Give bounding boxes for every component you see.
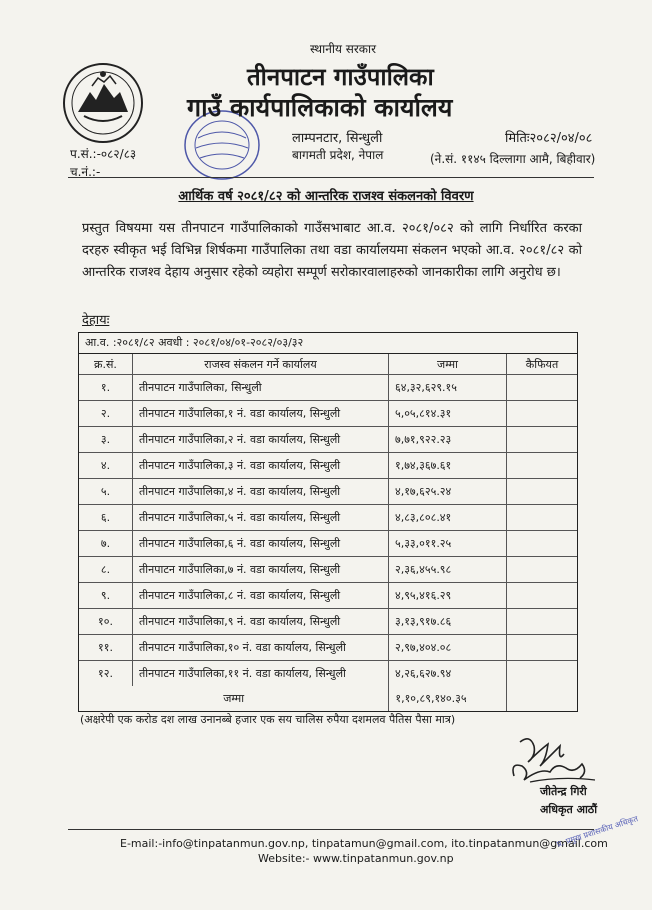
row-remarks [507,635,577,660]
row-serial: ३. [79,427,133,452]
table-row [79,609,577,635]
row-office: तीनपाटन गाउँपालिका,२ नं. वडा कार्यालय, सिन्धुली [133,427,389,452]
row-remarks [507,453,577,478]
row-amount: १,७४,३६७.६१ [389,453,507,478]
row-office: तीनपाटन गाउँपालिका,४ नं. वडा कार्यालय, सिन्धुली [133,479,389,504]
table-row [79,635,577,661]
table-row [79,375,577,401]
row-amount: ४,८३,८०८.४१ [389,505,507,530]
row-office: तीनपाटन गाउँपालिका,१ नं. वडा कार्यालय, सिन्धुली [133,401,389,426]
row-serial: १२. [79,661,133,686]
row-serial: ११. [79,635,133,660]
table-row [79,479,577,505]
footer-website: Website:- www.tinpatanmun.gov.np [258,852,454,865]
row-remarks [507,531,577,556]
row-serial: ७. [79,531,133,556]
row-remarks [507,401,577,426]
total-label: जम्मा [79,686,389,711]
signatory-role: अधिकृत आठौं [540,803,598,816]
amount-in-words: (अक्षरेपी एक करोड दश लाख उनानब्बे हजार एक सय चालिस रुपैया दशमलव पैतिस पैसा मात्र) [80,713,456,726]
letter-date: मितिः२०८२/०४/०८ [505,131,593,146]
table-row [79,401,577,427]
header-serial: क्र.सं. [79,354,133,374]
footer-divider [68,829,594,830]
signatory-name: जीतेन्द्र गिरी [540,785,587,798]
reference-number: प.सं.:-०८२/८३ [70,147,137,161]
row-serial: ४. [79,453,133,478]
dehay-label: देहायः [82,313,110,328]
row-serial: १. [79,375,133,400]
revenue-table [78,332,578,712]
row-remarks [507,661,577,686]
row-amount: ७,७१,९२२.२३ [389,427,507,452]
row-office: तीनपाटन गाउँपालिका,७ नं. वडा कार्यालय, सिन्धुली [133,557,389,582]
nepal-emblem-logo [62,62,144,144]
table-row [79,583,577,609]
row-serial: १०. [79,609,133,634]
row-office: तीनपाटन गाउँपालिका,११ नं. वडा कार्यालय, सिन्धुली [133,661,389,686]
header-divider [68,177,594,178]
row-remarks [507,583,577,608]
table-total-row [79,686,577,711]
row-remarks [507,427,577,452]
row-amount: ४,९५,४१६.२९ [389,583,507,608]
row-office: तीनपाटन गाउँपालिका,१० नं. वडा कार्यालय, सिन्धुली [133,635,389,660]
footer-email: E-mail:-info@tinpatanmun.gov.np, tinpatamun@gmail.com, ito.tinpatanmun@gmail.com [120,837,608,850]
table-header-row [79,354,577,375]
table-row [79,453,577,479]
row-serial: ९. [79,583,133,608]
office-name: गाउँ कार्यपालिकाको कार्यालय [187,93,453,122]
office-province: बागमती प्रदेश, नेपाल [292,148,384,162]
table-row [79,427,577,453]
header-office: राजस्व संकलन गर्ने कार्यालय [133,354,389,374]
row-amount: ६४,३२,६२९.१५ [389,375,507,400]
dispatch-number: च.नं.:- [70,165,101,179]
row-office: तीनपाटन गाउँपालिका,५ नं. वडा कार्यालय, सिन्धुली [133,505,389,530]
document-heading: आर्थिक वर्ष २०८१/८२ को आन्तरिक राजश्व संकलनको विवरण [178,189,474,204]
header-amount: जम्मा [389,354,507,374]
row-serial: ६. [79,505,133,530]
row-amount: ३,१३,९१७.८६ [389,609,507,634]
intro-paragraph: प्रस्तुत विषयमा यस तीनपाटन गाउँपालिकाको गाउँसभाबाट आ.व. २०८१/०८२ को लागि निर्धारित करका दरहरु स्वीकृत भई विभिन्न शिर्षकमा गाउँपालिका तथा वडा कार्यालयमा संकलन भएको आ.व. २०८१/८२ को आन्तरिक राजश्व देहाय अनुसार रहेको व्यहोरा सम्पूर्ण सरोकारवालाहरुको जानकारीका लागि अनुरोध छ। [82,221,582,280]
row-amount: ५,३३,०११.२५ [389,531,507,556]
row-amount: २,९७,४०४.०८ [389,635,507,660]
row-remarks [507,557,577,582]
row-office: तीनपाटन गाउँपालिका,६ नं. वडा कार्यालय, सिन्धुली [133,531,389,556]
office-address: लाम्पनटार, सिन्धुली [292,131,383,146]
row-office: तीनपाटन गाउँपालिका,८ नं. वडा कार्यालय, सिन्धुली [133,583,389,608]
municipality-name: तीनपाटन गाउँपालिका [247,63,434,91]
total-remarks-cell [507,686,577,711]
row-serial: २. [79,401,133,426]
row-remarks [507,375,577,400]
table-row [79,531,577,557]
row-office: तीनपाटन गाउँपालिका,३ नं. वडा कार्यालय, सिन्धुली [133,453,389,478]
nepal-sambat-date: (ने.सं. ११४५ दिल्लागा आमै, बिहीवार) [430,152,596,166]
row-serial: ८. [79,557,133,582]
row-office: तीनपाटन गाउँपालिका, सिन्धुली [133,375,389,400]
side-stamp-text: प्र. प्रमुख प्रशासकीय अधिकृत [555,814,640,849]
header-remarks: कैफियत [525,357,559,371]
row-amount: २,३६,४५५.९८ [389,557,507,582]
row-amount: ५,०५,८१४.३१ [389,401,507,426]
row-remarks [507,609,577,634]
table-row [79,661,577,686]
table-row [79,557,577,583]
fiscal-period: आ.व. :२०८१/८२ अवधी : २०८१/०४/०१-२०८२/०३/३२ [79,333,577,354]
local-government-label: स्थानीय सरकार [310,42,376,56]
table-row [79,505,577,531]
row-amount: ४,१७,६२५.२४ [389,479,507,504]
row-serial: ५. [79,479,133,504]
row-amount: ४,२६,६२७.९४ [389,661,507,686]
total-amount: १,१०,८९,१४०.३५ [389,686,507,711]
row-remarks [507,505,577,530]
row-remarks [507,479,577,504]
row-office: तीनपाटन गाउँपालिका,९ नं. वडा कार्यालय, सिन्धुली [133,609,389,634]
